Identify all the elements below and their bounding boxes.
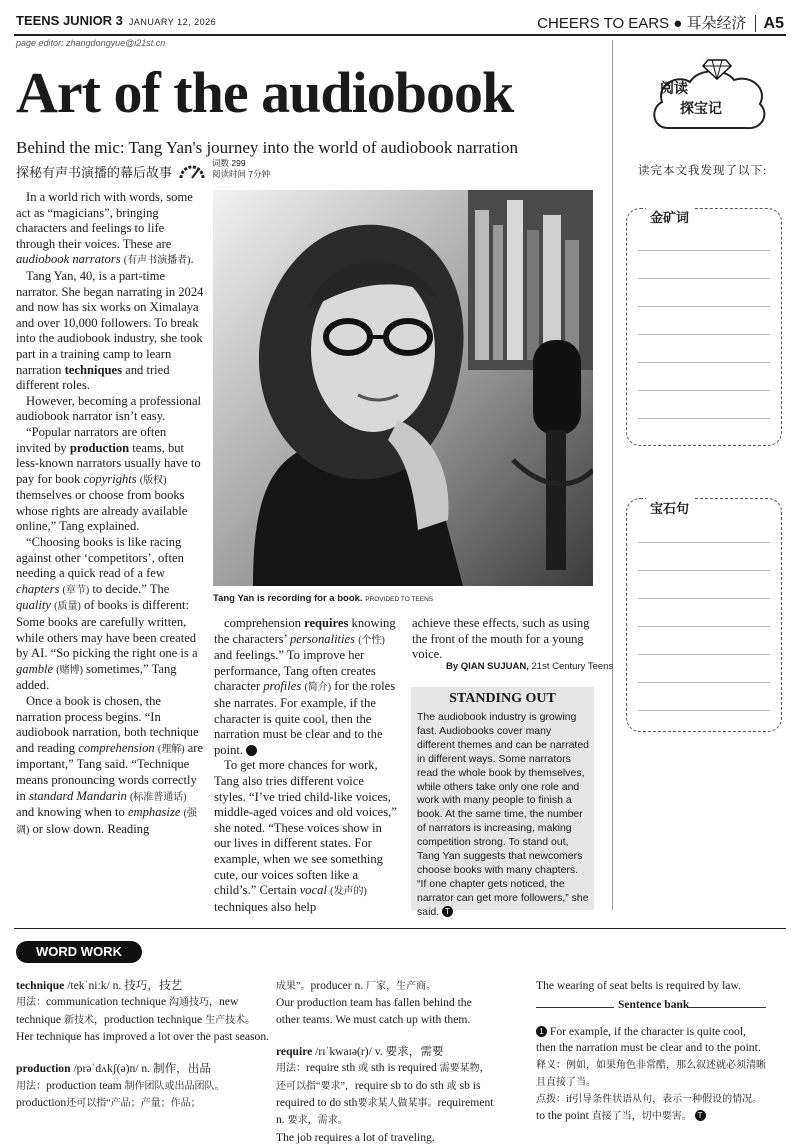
writing-line — [638, 626, 770, 627]
box-body: The audiobook industry is growing fast. Audiobooks cover many different themes and can be narrated in different ways. Some narrators read the whole book by themselves, while others take only one role and work with many people to finish a book. At the same time, the number of narrators is increasing, making competition strong. To stand out, Tang Yan suggests that newcomers choose books with many chapters. “If one chapter gets noticed, the narrator can get more followers,” she said. — [417, 711, 590, 918]
reading-meta — [212, 158, 270, 180]
article-paragraph: However, becoming a professional audiobook narrator isn’t easy. — [16, 393, 202, 424]
writing-line — [638, 654, 770, 655]
writing-line — [638, 598, 770, 599]
box-text — [417, 711, 589, 920]
photo-caption — [213, 593, 433, 604]
writing-line — [638, 278, 770, 279]
writing-line — [638, 710, 770, 711]
article-paragraph: Once a book is chosen, the narration process begins. “In audiobook narration, both technique and reading comprehension (理解) are important,” Tang said. “Technique means pronouncing words correctly in standard Mandarin (标准普通话) and knowing when to emphasize (强调) or slow down. Reading — [16, 694, 204, 836]
writing-line — [638, 390, 770, 391]
column-name: CHEERS TO EARS ● 耳朵经济 — [537, 15, 747, 32]
section-rule — [14, 928, 786, 929]
sentence-bank-label: Sentence bank — [618, 999, 690, 1011]
column-divider — [612, 40, 613, 910]
word-count: 词数 299 — [212, 158, 246, 168]
photo-credit: PROVIDED TO TEENS — [365, 596, 434, 603]
cloud-line-1: 阅读 — [660, 80, 688, 96]
subtitle-chinese: 探秘有声书演播的幕后故事 — [16, 165, 173, 180]
divider-line — [688, 1007, 766, 1008]
marker-badge-icon: 1 — [536, 1026, 547, 1037]
header-rule — [14, 34, 786, 36]
divider-line — [536, 1007, 614, 1008]
article-paragraph: To get more chances for work, Tang also tries different voice styles. “I’ve tried child-like voices, middle-aged voices and old voices,” she noted. “These voices show in our lives in different states. For example, when we see something cute, our voices soften like a child’s.” Certain vocal (发声的) techniques also help — [214, 758, 397, 914]
issue-date: JANUARY 12, 2026 — [128, 17, 217, 27]
photo-tang-yan — [213, 190, 593, 586]
byline-outlet: 21st Century Teens — [528, 661, 614, 672]
column-header — [537, 12, 784, 33]
writing-line — [638, 362, 770, 363]
gem-sentences-label: 宝石句 — [646, 498, 693, 517]
marker-badge-icon: 1 — [246, 745, 257, 756]
article-paragraph: comprehension requires knowing the characters’ personalities (个性) and feelings.” To improve her performance, Tang often creates character profiles (简介) for the roles she narrates. For example, if the character is quite cool, then the narration must be clear and to the point. 1 — [214, 616, 396, 757]
writing-line — [638, 418, 770, 419]
article-paragraph: In a world rich with words, some act as “magicians”, bringing characters and feelings to life through their voices. These are audiobook narrators (有声书演播者). — [16, 190, 194, 267]
byline-author: By QIAN SUJUAN, — [446, 661, 529, 672]
section-name: TEENS JUNIOR 3 — [16, 13, 123, 28]
writing-line — [638, 542, 770, 543]
writing-line — [638, 334, 770, 335]
sentence-bank-text: 1 For example, if the character is quite cool, then the narration must be clear and to the point. 释义：例如，如果角色非常酷，那么叙述就必须清晰且直接了当。 点拨：if引导条件状语从句，表示一种假设的情况。to the point 直接了当，切中要害。 T — [536, 1025, 766, 1123]
reading-time: 阅读时间 7分钟 — [212, 169, 271, 179]
article-column-2 — [214, 616, 398, 915]
writing-line — [638, 570, 770, 571]
headline: Art of the audiobook — [16, 60, 514, 125]
gold-words-label: 金矿词 — [646, 207, 693, 226]
byline — [446, 661, 613, 672]
article-column-1 — [16, 190, 204, 838]
article-paragraph: “Popular narrators are often invited by production teams, but less-known narrators usually have to pay for book copyrights (版权) themselves or choose from books whose rights are already available online,” Tang explained. — [16, 424, 201, 534]
article-column-3 — [412, 616, 594, 663]
reading-gauge-icon — [178, 162, 206, 180]
caption-text: Tang Yan is recording for a book. — [213, 593, 363, 604]
writing-line — [638, 306, 770, 307]
cloud-title — [660, 78, 722, 118]
page-editor: page editor: zhangdongyue@i21st.cn — [16, 38, 166, 48]
section-header — [16, 13, 216, 28]
end-marker-icon: T — [442, 906, 453, 917]
example-sentence: The wearing of seat belts is required by law. — [536, 979, 741, 992]
gem-sentences-box — [626, 498, 782, 732]
writing-line — [638, 682, 770, 683]
writing-line — [638, 250, 770, 251]
article-paragraph: Tang Yan, 40, is a part-time narrator. She began narrating in 2024 and now has six works on Ximalaya and over 10,000 followers. To break into the audiobook industry, she took part in a training camp to learn narration techniques and tried different roles. — [16, 268, 204, 393]
marker-badge-icon: T — [695, 1110, 706, 1121]
article-paragraph: “Choosing books is like racing against other ‘competitors’, often needing a quick read of a few chapters (章节) to decide.” The quality (质量) of books is different: Some books are carefully written, while others may have been created by AI. “So picking the right one is a gamble (赌博) sometimes,” Tang added. — [16, 535, 198, 693]
gold-words-box — [626, 208, 782, 446]
page-number: A5 — [755, 15, 784, 32]
word-work-column-2: 成果”。producer n. 厂家，生产商。 Our production team has fallen behind the other teams. We must catch up with them. require /rɪˈkwaɪə(r)/ v. 要求，需要 用法：require sth 或 sth is required 需要某物，还可以指“要求”，require sb to do sth 或 sb is required to do sth要求某人做某事。requirement n. 要求，需求。 The job requires a lot of traveling. — [276, 979, 494, 1144]
box-title: STANDING OUT — [449, 691, 556, 706]
subtitle: Behind the mic: Tang Yan's journey into the world of audiobook narration — [16, 138, 519, 157]
word-work-column-3 — [536, 978, 766, 994]
diamond-icon — [702, 56, 732, 80]
sidebar-prompt: 读完本文我发现了以下: — [638, 165, 768, 177]
cloud-line-2: 探宝记 — [680, 100, 722, 116]
article-paragraph: achieve these effects, such as using the front of the mouth for a young voice. — [412, 616, 590, 662]
word-work-label: WORD WORK — [16, 941, 142, 963]
word-work-column-1: technique /tekˈniːk/ n. 技巧，技艺 用法：communication technique 沟通技巧，new technique 新技术，production technique 生产技术。 Her technique has improved a lot over the past season. production /prəˈdʌkʃ(ə)n/ n. 制作，出品 用法：production team 制作团队或出品团队。production还可以指“产品；产量；作品； — [16, 979, 270, 1110]
